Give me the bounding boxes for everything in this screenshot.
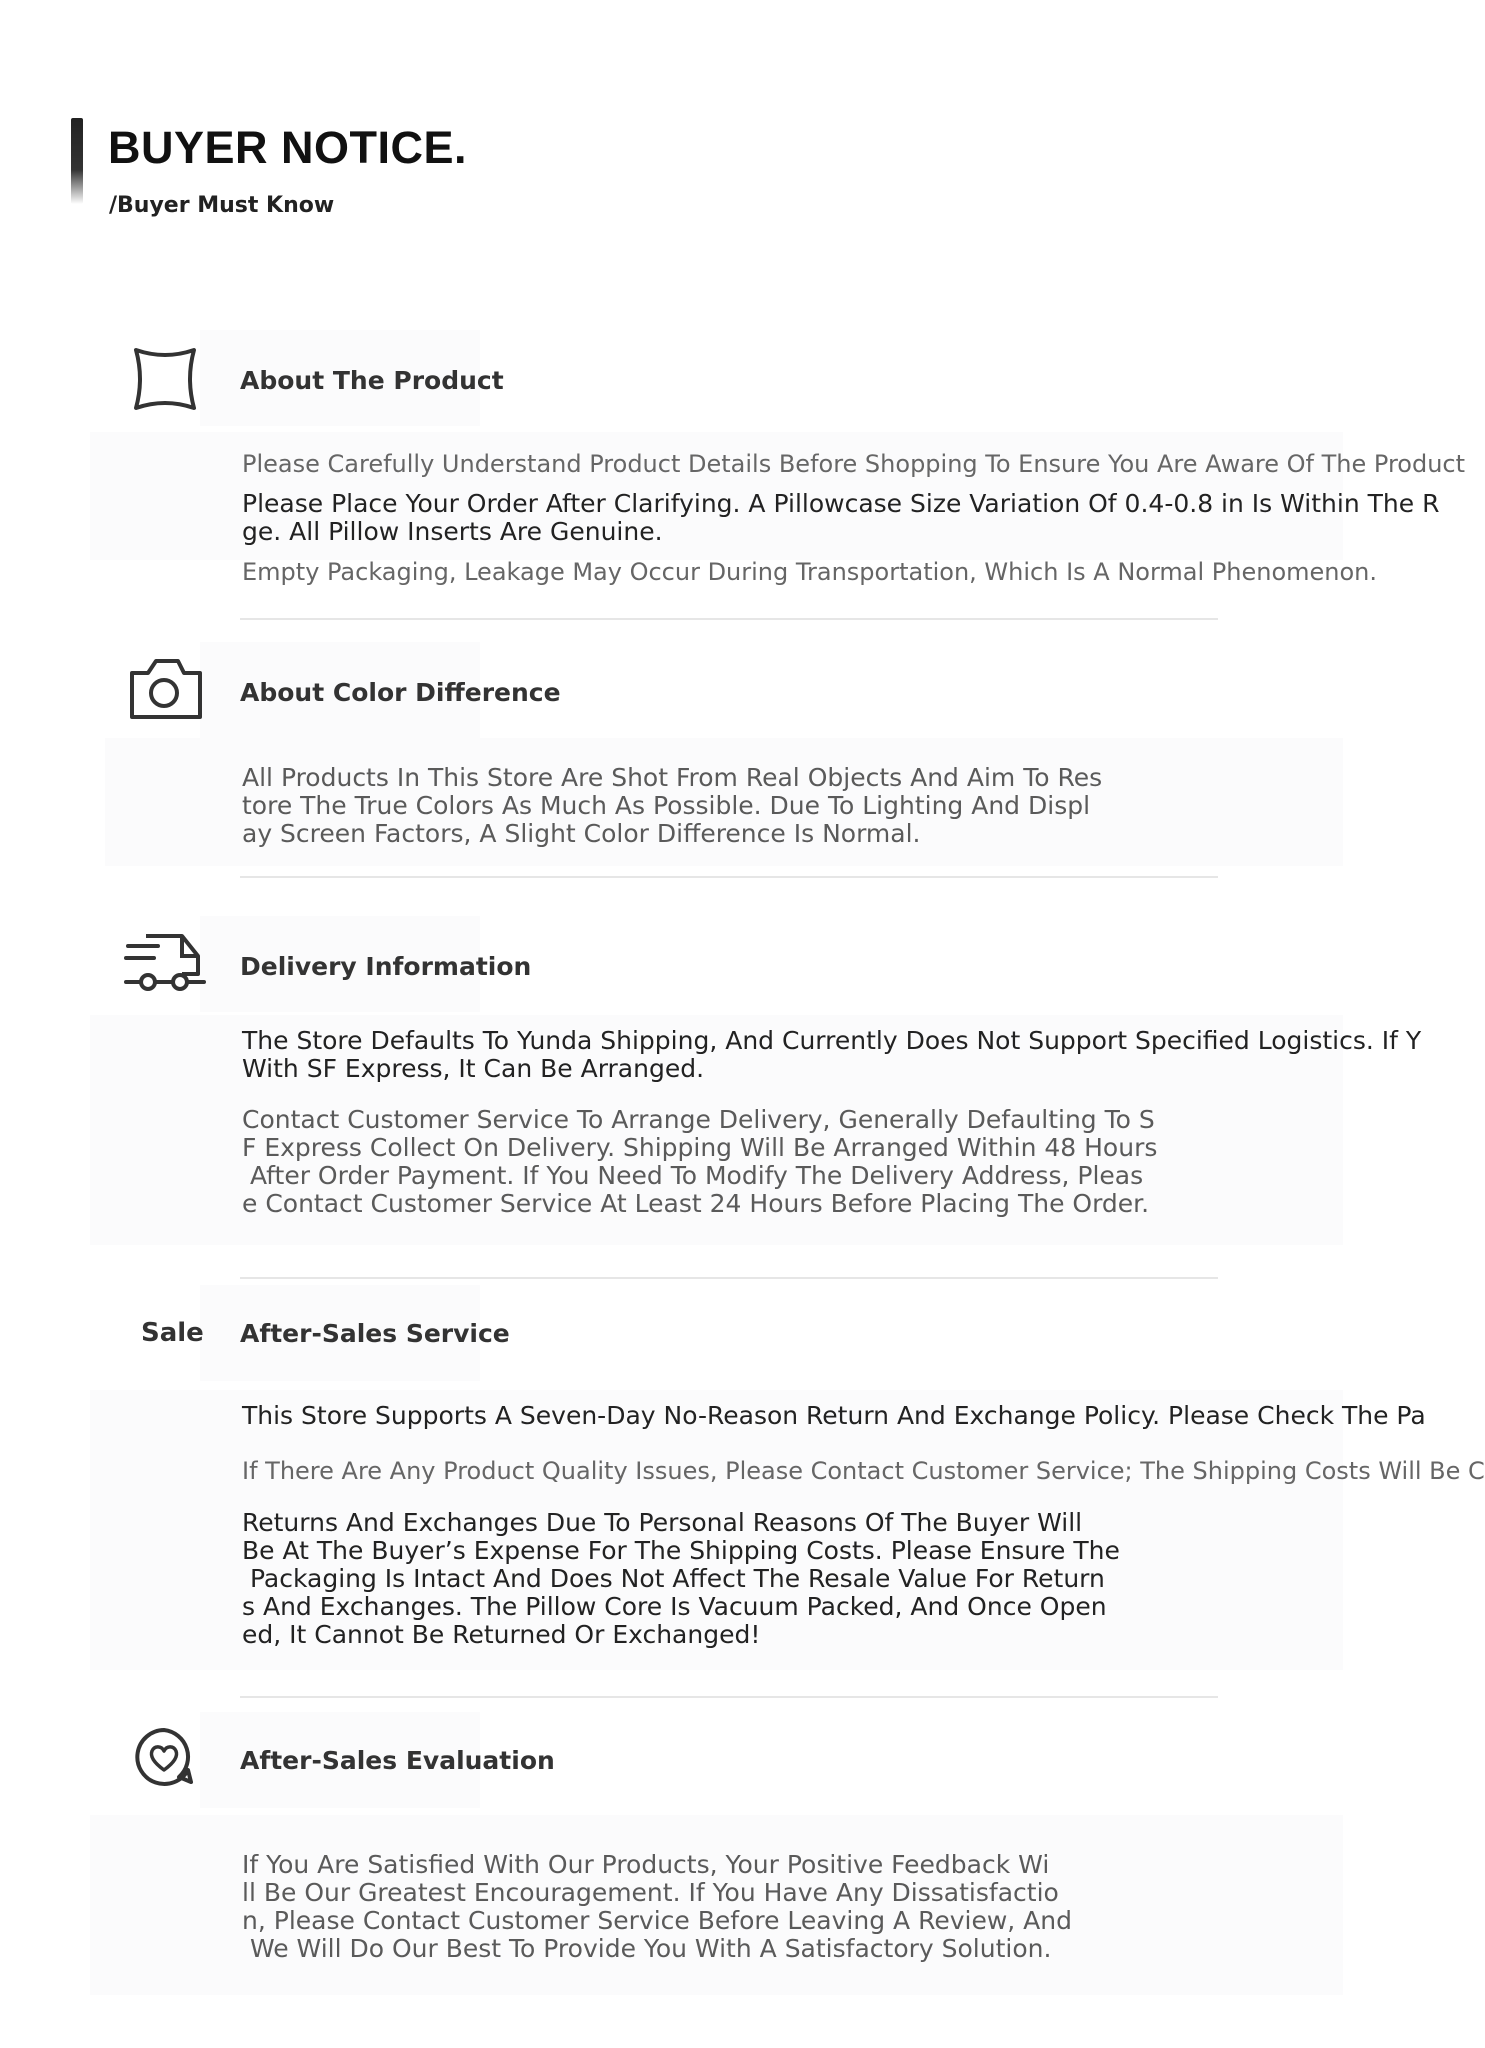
section-text: Please Place Your Order After Clarifying. A Pillowcase Size Variation Of 0.4-0.8 in Is Within The R ge. All Pillow Inserts Are Genuine. <box>242 489 1440 546</box>
section-text: The Store Defaults To Yunda Shipping, And Currently Does Not Support Specified Logistics. If Y With SF Express, It Can Be Arranged. <box>242 1026 1422 1083</box>
page-subtitle: /Buyer Must Know <box>109 193 335 218</box>
section-title-after-sales-service: After-Sales Service <box>240 1319 510 1348</box>
section-title-after-sales-evaluation: After-Sales Evaluation <box>240 1746 555 1775</box>
section-text: If You Are Satisfied With Our Products, Your Positive Feedback Wi ll Be Our Greatest Encouragement. If You Have Any Dissatisfactio n, Please Contact Customer Service Before Leaving A Review, And We Will Do Our Best To Provide You With A Satisfactory Solution. <box>242 1850 1072 1963</box>
sale-icon: Sale <box>141 1318 204 1348</box>
section-text: Empty Packaging, Leakage May Occur During Transportation, Which Is A Normal Phenomenon. <box>242 558 1378 586</box>
delivery-truck-icon <box>124 930 210 994</box>
heart-chat-icon <box>133 1726 195 1788</box>
section-divider <box>240 1277 1218 1279</box>
section-divider <box>240 1696 1218 1698</box>
section-divider <box>240 876 1218 878</box>
header-accent-bar <box>71 118 83 204</box>
pillow-icon <box>128 344 202 414</box>
section-title-about-product: About The Product <box>240 366 504 395</box>
section-text: Contact Customer Service To Arrange Delivery, Generally Defaulting To S F Express Collect On Delivery. Shipping Will Be Arranged Within 48 Hours After Order Payment. If You Need To Modify The Delivery Address, Pleas e Contact Customer Service At Least 24 Hours Before Placing The Order. <box>242 1105 1158 1218</box>
section-title-delivery: Delivery Information <box>240 952 532 981</box>
camera-icon <box>126 655 206 721</box>
section-text: Please Carefully Understand Product Details Before Shopping To Ensure You Are Aware Of The Product <box>242 450 1466 478</box>
section-text: This Store Supports A Seven-Day No-Reason Return And Exchange Policy. Please Check The Pa <box>242 1401 1426 1430</box>
section-title-color-difference: About Color Difference <box>240 678 561 707</box>
page-title: BUYER NOTICE. <box>108 122 468 173</box>
section-divider <box>240 618 1218 620</box>
section-text: All Products In This Store Are Shot From Real Objects And Aim To Res tore The True Colors As Much As Possible. Due To Lighting And Displ ay Screen Factors, A Slight Color Difference Is Normal. <box>242 763 1103 848</box>
section-text: Returns And Exchanges Due To Personal Reasons Of The Buyer Will Be At The Buyer’s Expense For The Shipping Costs. Please Ensure The Packaging Is Intact And Does Not Affect The Resale Value For Return s And Exchanges. The Pillow Core Is Vacuum Packed, And Once Open ed, It Cannot Be Returned Or Exchanged! <box>242 1508 1120 1649</box>
section-text: If There Are Any Product Quality Issues, Please Contact Customer Service; The Shipping Costs Will Be C <box>242 1457 1485 1485</box>
